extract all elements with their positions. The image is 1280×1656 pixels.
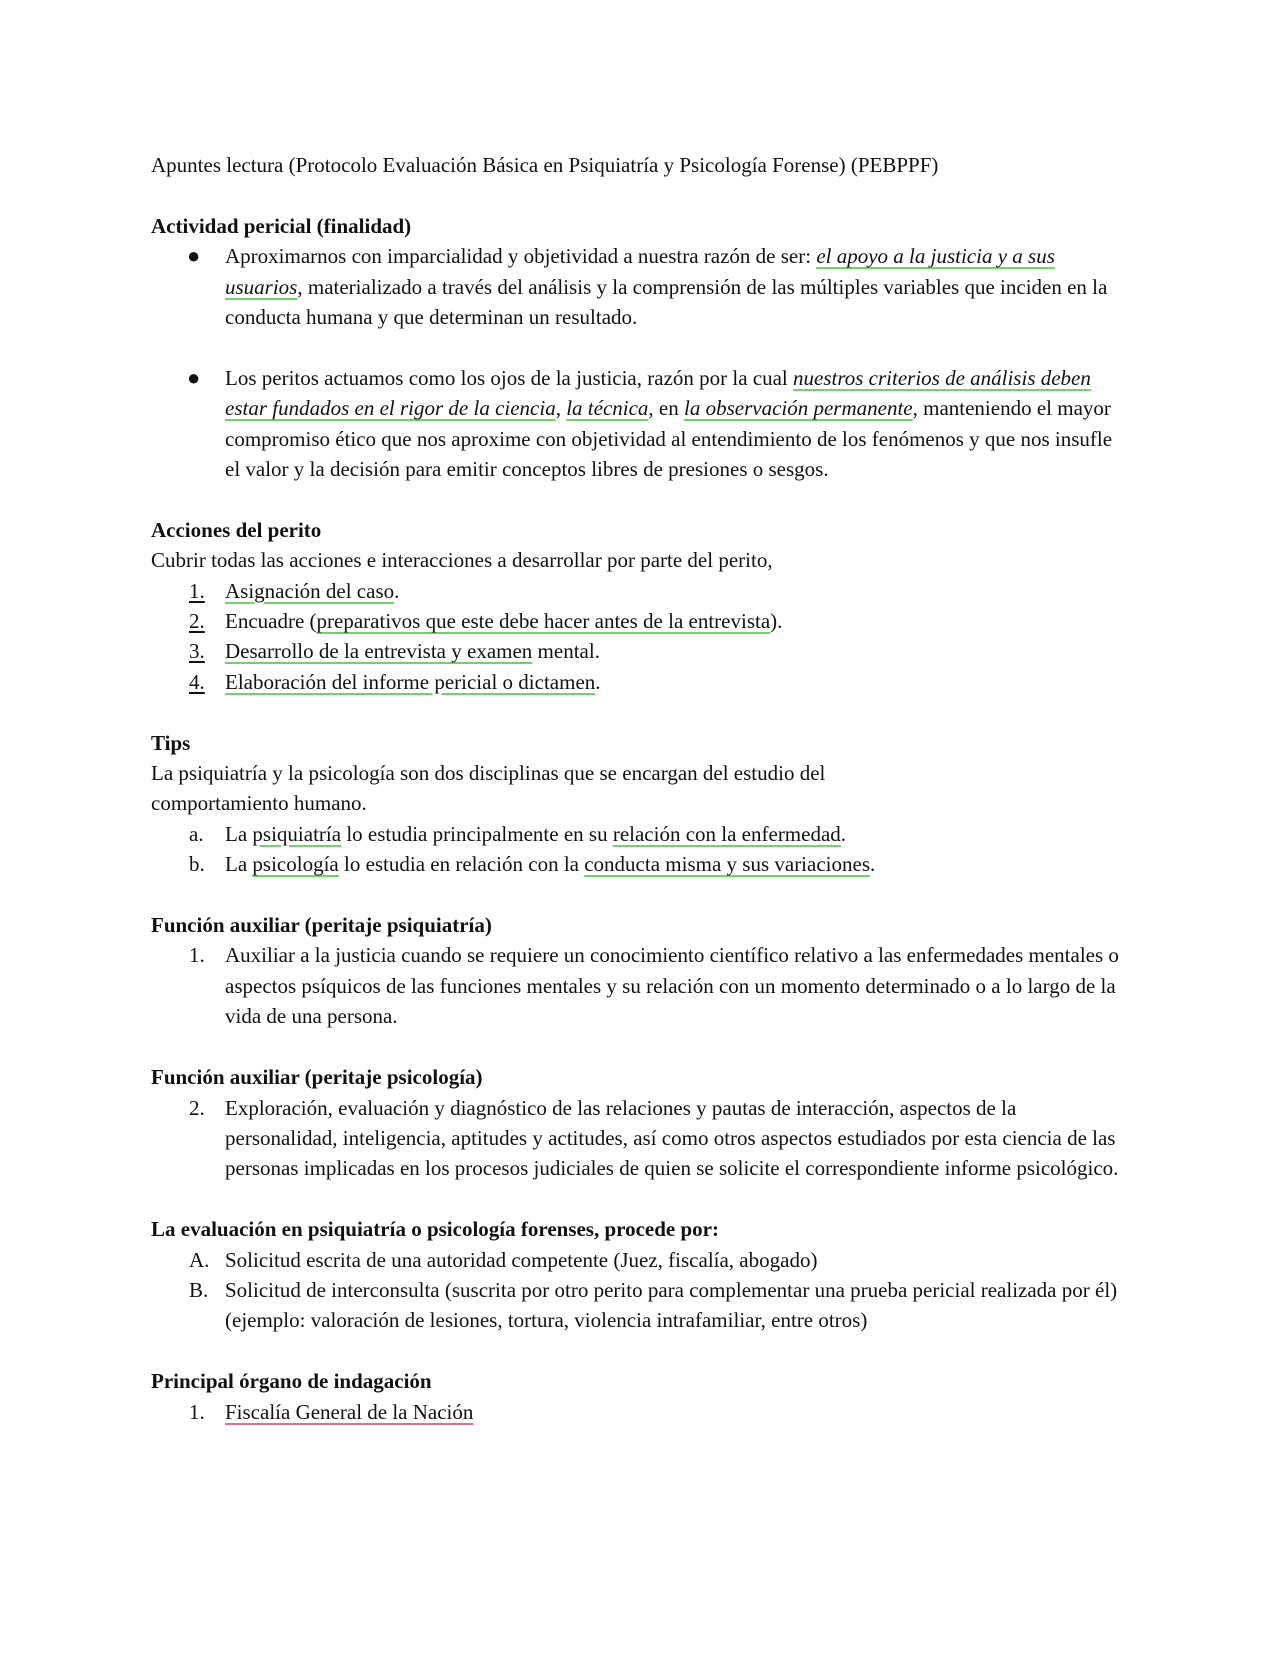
list-letter: B. xyxy=(189,1277,209,1302)
bullet-icon: ● xyxy=(187,243,201,269)
heading-funcion-psiquiatria: Función auxiliar (peritaje psiquiatría) xyxy=(151,913,492,938)
emphasis-text: el apoyo a la justicia y a sus usuarios xyxy=(225,244,1055,299)
list-item xyxy=(151,1397,1130,1427)
text-run: , xyxy=(555,396,567,421)
heading-evaluacion: La evaluación en psiquiatría o psicología forenses, procede por: xyxy=(151,1217,719,1242)
list-number: 2. xyxy=(189,1095,205,1120)
underlined-text: relación con la enfermedad xyxy=(612,821,841,846)
list-letter: a. xyxy=(189,821,204,846)
list-number: 4. xyxy=(189,669,205,694)
text-run: , materializado a través del análisis y la comprensión de las múltiples variables que inciden en la conducta humana y que determinan un resultado. xyxy=(225,274,1108,330)
list-number: 1. xyxy=(189,1399,205,1424)
list-number: 2. xyxy=(189,609,205,634)
list-item xyxy=(151,636,1130,666)
list-item xyxy=(151,363,1130,485)
text-run: Encuadre ( xyxy=(225,609,317,634)
list-letter: b. xyxy=(189,852,205,877)
numbered-list-organo xyxy=(151,1397,1130,1427)
bullet-icon: ● xyxy=(187,364,201,390)
emphasis-text: nuestros criterios de análisis deben estar fundados en el rigor de la ciencia xyxy=(225,365,1091,421)
text-run: , en xyxy=(648,396,684,421)
numbered-list-psiquiatria xyxy=(151,940,1130,1031)
underlined-text: psiquiatría xyxy=(252,821,342,846)
heading-tips: Tips xyxy=(151,730,191,755)
intro-tips: La psiquiatría y la psicología son dos disciplinas que se encargan del estudio del comportamiento humano. xyxy=(151,761,826,816)
list-item xyxy=(151,1245,1130,1275)
text-run: Auxiliar a la justicia cuando se requiere un conocimiento científico relativo a las enfermedades mentales o aspectos psíquicos de las funciones mentales y su relación con un momento determinado o a lo largo de la vida de una persona. xyxy=(225,943,1119,1029)
heading-actividad-pericial: Actividad pericial (finalidad) xyxy=(151,213,412,238)
text-run: Desarrollo de la entrevista y examen xyxy=(225,639,533,664)
underlined-text: conducta misma y sus variaciones xyxy=(584,852,870,877)
list-item xyxy=(151,1275,1130,1336)
numbered-list-psicologia xyxy=(151,1093,1130,1184)
list-item xyxy=(151,241,1130,332)
emphasis-text: la observación permanente xyxy=(684,396,913,421)
text-run: . xyxy=(394,578,400,603)
text-run: mental. xyxy=(532,639,600,664)
list-item xyxy=(151,576,1130,606)
text-run: ). xyxy=(770,609,783,634)
underlined-text: Fiscalía General de la Nación xyxy=(225,1399,474,1424)
text-run: Elaboración del informe pericial o dictamen xyxy=(225,669,596,694)
heading-organo-indagacion: Principal órgano de indagación xyxy=(151,1369,432,1394)
heading-funcion-psicologia: Función auxiliar (peritaje psicología) xyxy=(151,1065,483,1090)
text-run: Solicitud de interconsulta (suscrita por otro perito para complementar una prueba pericial realizada por él) (ejemplo: valoración de lesiones, tortura, violencia intrafamiliar, entre otros) xyxy=(225,1277,1118,1333)
text-run: Asignación del caso xyxy=(225,578,395,603)
list-number: 3. xyxy=(189,639,205,664)
list-item: b. La psicología lo estudia en relación con la conducta misma y sus variaciones. xyxy=(151,849,1130,879)
document-title: Apuntes lectura (Protocolo Evaluación Básica en Psiquiatría y Psicología Forense) (PEBPPF) xyxy=(151,153,939,177)
list-item xyxy=(151,1093,1130,1184)
lettered-list-evaluacion xyxy=(151,1245,1130,1336)
text-run: . xyxy=(595,669,601,694)
list-number: 1. xyxy=(189,943,205,968)
underlined-text: preparativos que este debe hacer antes de la entrevista xyxy=(316,609,771,634)
underlined-text: psicología xyxy=(252,852,339,877)
text-run: Aproximarnos con imparcialidad y objetividad a nuestra razón de ser: xyxy=(225,244,817,269)
lettered-list-tips xyxy=(151,819,1130,880)
list-item: a. La psiquiatría lo estudia principalmente en su relación con la enfermedad. xyxy=(151,819,1130,849)
text-run: , manteniendo el mayor compromiso ético que nos aproxime con objetividad al entendimiento de los fenómenos y que nos insufle el valor y la decisión para emitir conceptos libres de presiones o sesgos. xyxy=(225,396,1113,482)
list-letter: A. xyxy=(189,1247,210,1272)
text-run: Exploración, evaluación y diagnóstico de las relaciones y pautas de interacción, aspectos de la personalidad, inteligencia, aptitudes y actitudes, así como otros aspectos estudiados por esta ciencia de las personas implicadas en los procesos judiciales de quien se solicite el correspondiente informe psicológico. xyxy=(225,1095,1119,1181)
list-item xyxy=(151,940,1130,1031)
list-number: 1. xyxy=(189,578,205,603)
text-run: Solicitud escrita de una autoridad competente (Juez, fiscalía, abogado) xyxy=(225,1247,818,1272)
bullet-list-actividad xyxy=(151,241,1130,484)
list-item xyxy=(151,606,1130,636)
heading-acciones-perito: Acciones del perito xyxy=(151,517,322,542)
list-item xyxy=(151,667,1130,697)
emphasis-text: la técnica xyxy=(566,396,649,421)
text-run: Los peritos actuamos como los ojos de la justicia, razón por la cual xyxy=(225,365,794,390)
intro-acciones: Cubrir todas las acciones e interacciones a desarrollar por parte del perito, xyxy=(151,548,773,573)
numbered-list-acciones xyxy=(151,576,1130,698)
